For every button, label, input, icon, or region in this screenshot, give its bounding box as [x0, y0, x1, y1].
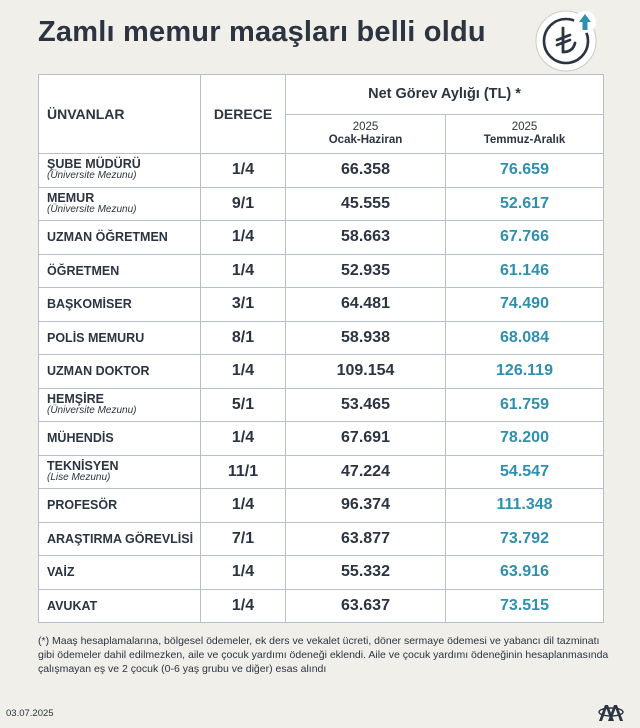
- cell-salary-h2: 111.348: [446, 489, 604, 523]
- cell-title: [39, 288, 201, 322]
- cell-salary-h2: 126.119: [446, 355, 604, 389]
- cell-salary-h1: 55.332: [286, 556, 446, 590]
- cell-degree: 1/4: [201, 556, 286, 590]
- cell-salary-h2: 52.617: [446, 187, 604, 221]
- cell-salary-h1: 109.154: [286, 355, 446, 389]
- title-name: AVUKAT: [47, 598, 98, 613]
- cell-title: [39, 154, 201, 188]
- title-name: MÜHENDİS: [47, 431, 114, 446]
- agency-logo: [598, 702, 624, 722]
- cell-salary-h1: 58.938: [286, 321, 446, 355]
- cell-degree: 5/1: [201, 388, 286, 422]
- table-row: [39, 422, 604, 456]
- cell-title: [39, 489, 201, 523]
- title-name: BAŞKOMİSER: [47, 297, 132, 312]
- cell-degree: 1/4: [201, 154, 286, 188]
- title-name: POLİS MEMURU: [47, 330, 145, 345]
- col-header-net-salary: Net Görev Aylığı (TL) *: [286, 75, 604, 115]
- table-row: [39, 556, 604, 590]
- cell-degree: 8/1: [201, 321, 286, 355]
- cell-title: [39, 355, 201, 389]
- footnote: (*) Maaş hesaplamalarına, bölgesel ödemeler, ek ders ve vekalet ücreti, döner sermaye ödemesi ve yabancı dil tazminatı gibi ödemeler dahil edilmezken, aile ve çocuk yardımı ödeneği eklendi. Aile ve çocuk yardımı ödeneğinin hesaplanmasında çalışmayan eş ve 2 çocuk (0-6 yaş grubu ve diğer) esas alındı: [38, 635, 609, 675]
- cell-title: [39, 187, 201, 221]
- cell-title: [39, 221, 201, 255]
- cell-degree: 3/1: [201, 288, 286, 322]
- cell-degree: 1/4: [201, 254, 286, 288]
- cell-salary-h1: 52.935: [286, 254, 446, 288]
- cell-salary-h2: 63.916: [446, 556, 604, 590]
- cell-salary-h1: 53.465: [286, 388, 446, 422]
- cell-title: [39, 422, 201, 456]
- cell-degree: 9/1: [201, 187, 286, 221]
- cell-degree: 1/4: [201, 422, 286, 456]
- table-row: [39, 187, 604, 221]
- cell-salary-h1: 96.374: [286, 489, 446, 523]
- cell-title: [39, 254, 201, 288]
- title-name: PROFESÖR: [47, 498, 118, 513]
- cell-salary-h2: 73.792: [446, 522, 604, 556]
- cell-salary-h2: 61.759: [446, 388, 604, 422]
- cell-salary-h2: 67.766: [446, 221, 604, 255]
- cell-degree: 1/4: [201, 489, 286, 523]
- cell-salary-h1: 67.691: [286, 422, 446, 456]
- cell-salary-h1: 47.224: [286, 455, 446, 489]
- col-header-title: ÜNVANLAR: [39, 75, 201, 154]
- title-name: MEMUR: [47, 190, 95, 205]
- cell-salary-h1: 66.358: [286, 154, 446, 188]
- col-header-degree: DERECE: [201, 75, 286, 154]
- title-name: ŞUBE MÜDÜRÜ: [47, 157, 141, 172]
- title-name: ARAŞTIRMA GÖREVLİSİ: [47, 531, 194, 546]
- table-row: [39, 254, 604, 288]
- salary-table: [38, 74, 604, 623]
- title-name: HEMŞİRE: [47, 391, 104, 406]
- cell-degree: 1/4: [201, 589, 286, 623]
- cell-salary-h2: 54.547: [446, 455, 604, 489]
- period-2-range: Temmuz-Aralık: [483, 133, 566, 146]
- table-row: [39, 154, 604, 188]
- table-row: [39, 522, 604, 556]
- cell-title: [39, 556, 201, 590]
- col-header-period-2: [446, 114, 604, 154]
- page-title: Zamlı memur maaşları belli oldu: [38, 16, 486, 48]
- cell-degree: 1/4: [201, 221, 286, 255]
- cell-salary-h2: 78.200: [446, 422, 604, 456]
- table-row: [39, 489, 604, 523]
- title-name: TEKNİSYEN: [47, 458, 119, 473]
- cell-degree: 7/1: [201, 522, 286, 556]
- cell-salary-h1: 63.637: [286, 589, 446, 623]
- publish-date: 03.07.2025: [6, 708, 54, 719]
- title-name: UZMAN ÖĞRETMEN: [47, 230, 168, 245]
- title-note: (Lise Mezunu): [47, 471, 111, 483]
- title-name: ÖĞRETMEN: [47, 263, 120, 278]
- title-name: UZMAN DOKTOR: [47, 364, 150, 379]
- cell-salary-h1: 63.877: [286, 522, 446, 556]
- cell-title: [39, 321, 201, 355]
- cell-title: [39, 589, 201, 623]
- col-header-period-1: [286, 114, 446, 154]
- title-note: (Üniversite Mezunu): [47, 170, 137, 182]
- table-row: [39, 388, 604, 422]
- cell-salary-h2: 76.659: [446, 154, 604, 188]
- cell-title: [39, 522, 201, 556]
- cell-salary-h1: 58.663: [286, 221, 446, 255]
- period-1-range: Ocak-Haziran: [328, 133, 403, 146]
- period-1-year: 2025: [352, 120, 379, 133]
- table-row: [39, 455, 604, 489]
- cell-degree: 11/1: [201, 455, 286, 489]
- table-row: [39, 288, 604, 322]
- cell-salary-h2: 68.084: [446, 321, 604, 355]
- cell-title: [39, 455, 201, 489]
- period-2-year: 2025: [511, 120, 538, 133]
- title-note: (Üniversite Mezunu): [47, 203, 137, 215]
- table-row: [39, 355, 604, 389]
- cell-salary-h2: 73.515: [446, 589, 604, 623]
- table-row: [39, 321, 604, 355]
- cell-degree: 1/4: [201, 355, 286, 389]
- cell-salary-h2: 61.146: [446, 254, 604, 288]
- table-row: [39, 589, 604, 623]
- cell-title: [39, 388, 201, 422]
- title-note: (Üniversite Mezunu): [47, 404, 137, 416]
- cell-salary-h1: 45.555: [286, 187, 446, 221]
- table-row: [39, 221, 604, 255]
- cell-salary-h2: 74.490: [446, 288, 604, 322]
- cell-salary-h1: 64.481: [286, 288, 446, 322]
- title-name: VAİZ: [47, 565, 75, 580]
